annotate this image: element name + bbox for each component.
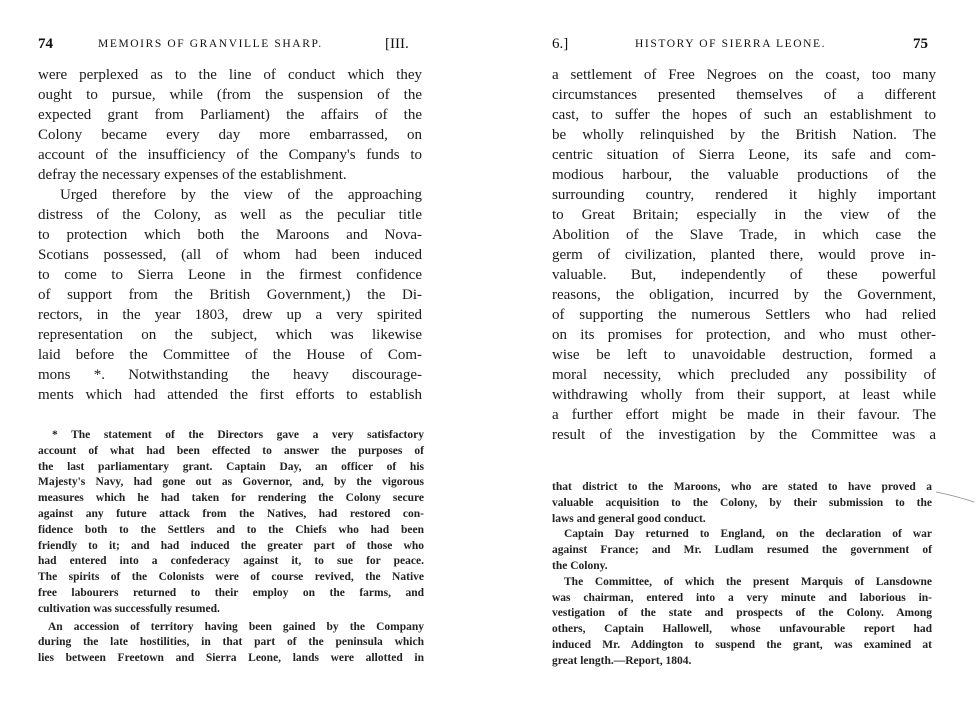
- footnote-line: account of what had been effected to answer the purposes of: [38, 444, 424, 457]
- running-title: HISTORY OF SIERRA LEONE.: [635, 38, 827, 50]
- text-line: moral necessity, which precluded any possibility of: [552, 367, 936, 383]
- text-line: to protection which both the Maroons and Nova-: [38, 227, 422, 243]
- text-line: Urged therefore by the view of the approaching: [60, 187, 422, 203]
- text-line: result of the investigation by the Committee was a: [552, 427, 936, 443]
- page-number: 74: [38, 36, 53, 52]
- footnote-line: measures which he had taken for rendering the Colony secure: [38, 492, 424, 505]
- page-number: 75: [913, 36, 928, 52]
- text-line: mons *. Notwithstanding the heavy discourage-: [38, 367, 422, 383]
- footnote: [38, 428, 424, 667]
- chapter-mark: [III.: [385, 36, 409, 52]
- footnote-line: free labourers returned to their employ on the farms, and: [38, 586, 424, 599]
- footnote-line: friendly to it; and had induced the greater part of those who: [38, 539, 424, 552]
- footnote-line: the Colony.: [552, 559, 608, 572]
- text-line: account of the insufficiency of the Company's funds to: [38, 147, 422, 163]
- body-text: [38, 65, 422, 405]
- footnote-line: fidence both to the Settlers and to the Chiefs who had been: [38, 523, 424, 536]
- text-line: were perplexed as to the line of conduct which they: [38, 67, 422, 83]
- text-line: on its promises for protection, and who must other-: [552, 327, 936, 343]
- text-line: cast, to suffer the hopes of such an establishment to: [552, 107, 936, 123]
- footnote: [552, 480, 932, 670]
- footnote-line: was chairman, entered into a very minute and laborious in-: [552, 591, 932, 604]
- text-line: distress of the Colony, as well as the peculiar title: [38, 207, 422, 223]
- footnote-line: induced Mr. Addington to suspend the grant, was examined at: [552, 638, 932, 651]
- text-line: circumstances presented themselves of a different: [552, 87, 936, 103]
- text-line: representation on the subject, which was likewise: [38, 327, 422, 343]
- footnote-line: vestigation of the state and prospects of the Colony. Among: [552, 607, 932, 620]
- right-page: [490, 0, 980, 702]
- text-line: a further effort might be made in their favour. The: [552, 407, 936, 423]
- text-line: of support from the British Government,) the Di-: [38, 287, 422, 303]
- running-title: MEMOIRS OF GRANVILLE SHARP.: [98, 38, 323, 50]
- footnote-line: that district to the Maroons, who are stated to have proved a: [552, 481, 932, 493]
- text-line: a settlement of Free Negroes on the coast, too many: [552, 67, 936, 83]
- text-line: ments which had attended the first efforts to establish: [38, 387, 422, 403]
- footnote-line: against any future attack from the Natives, had restored con-: [38, 507, 424, 520]
- footnote-line: * The statement of the Directors gave a very satisfactory: [52, 429, 424, 441]
- footnote-line: cultivation was successfully resumed.: [38, 602, 220, 615]
- text-line: defray the necessary expenses of the establishment.: [38, 167, 347, 183]
- text-line: expected grant from Parliament) the affairs of the: [38, 107, 422, 123]
- pencil-mark: [936, 488, 976, 504]
- text-line: modious harbour, the valuable productions of the: [552, 167, 936, 183]
- text-line: reasons, the obligation, incurred by the Government,: [552, 287, 936, 303]
- footnote-line: Captain Day returned to England, on the declaration of war: [564, 528, 932, 541]
- footnote-line: great length.—Report, 1804.: [552, 654, 692, 667]
- text-line: to come to Sierra Leone in the firmest confidence: [38, 267, 422, 283]
- text-line: be wholly relinquished by the British Nation. The: [552, 127, 936, 143]
- footnote-line: others, Captain Hallowell, whose unfavourable report had: [552, 623, 932, 636]
- text-line: wise be left to unavoidable destruction, formed a: [552, 347, 936, 363]
- text-line: Abolition of the Slave Trade, in which case the: [552, 227, 936, 243]
- footnote-line: The spirits of the Colonists were of course revived, the Native: [38, 571, 424, 584]
- footnote-line: laws and general good conduct.: [552, 512, 706, 525]
- footnote-line: during the late hostilities, in that part of the peninsula which: [38, 636, 424, 649]
- chapter-mark: 6.]: [552, 36, 569, 52]
- footnote-line: valuable acquisition to the Colony, by their submission to the: [552, 496, 932, 509]
- text-line: valuable. But, independently of these powerful: [552, 267, 936, 283]
- text-line: surrounding country, rendered it highly important: [552, 187, 936, 203]
- footnote-line: had entered into a confederacy against it, to sue for peace.: [38, 555, 424, 568]
- footnote-line: The Committee, of which the present Marquis of Lansdowne: [564, 575, 932, 588]
- text-line: ought to pursue, while (from the suspension of the: [38, 87, 422, 103]
- footnote-line: the last parliamentary grant. Captain Day, an officer of his: [38, 460, 424, 473]
- footnote-line: Majesty's Navy, had gone out as Governor, and, by the vigorous: [38, 476, 424, 489]
- text-line: of supporting the numerous Settlers who had relied: [552, 307, 936, 323]
- text-line: withdrawing wholly from their support, at least while: [552, 387, 936, 403]
- text-line: germ of civilization, planted there, would prove in-: [552, 247, 936, 263]
- text-line: laid before the Committee of the House of Com-: [38, 347, 422, 363]
- text-line: rectors, in the year 1803, drew up a very spirited: [38, 307, 422, 323]
- footnote-line: An accession of territory having been gained by the Company: [48, 620, 424, 633]
- footnote-line: against France; and Mr. Ludlam resumed the government of: [552, 544, 932, 557]
- text-line: to Great Britain; especially in the view of the: [552, 207, 936, 223]
- text-line: Colony became every day more embarrassed, on: [38, 127, 422, 143]
- body-text: [552, 65, 936, 445]
- text-line: centric situation of Sierra Leone, its safe and com-: [552, 147, 936, 163]
- text-line: Scotians possessed, (all of whom had been induced: [38, 247, 422, 263]
- footnote-line: lies between Freetown and Sierra Leone, lands were allotted in: [38, 652, 424, 665]
